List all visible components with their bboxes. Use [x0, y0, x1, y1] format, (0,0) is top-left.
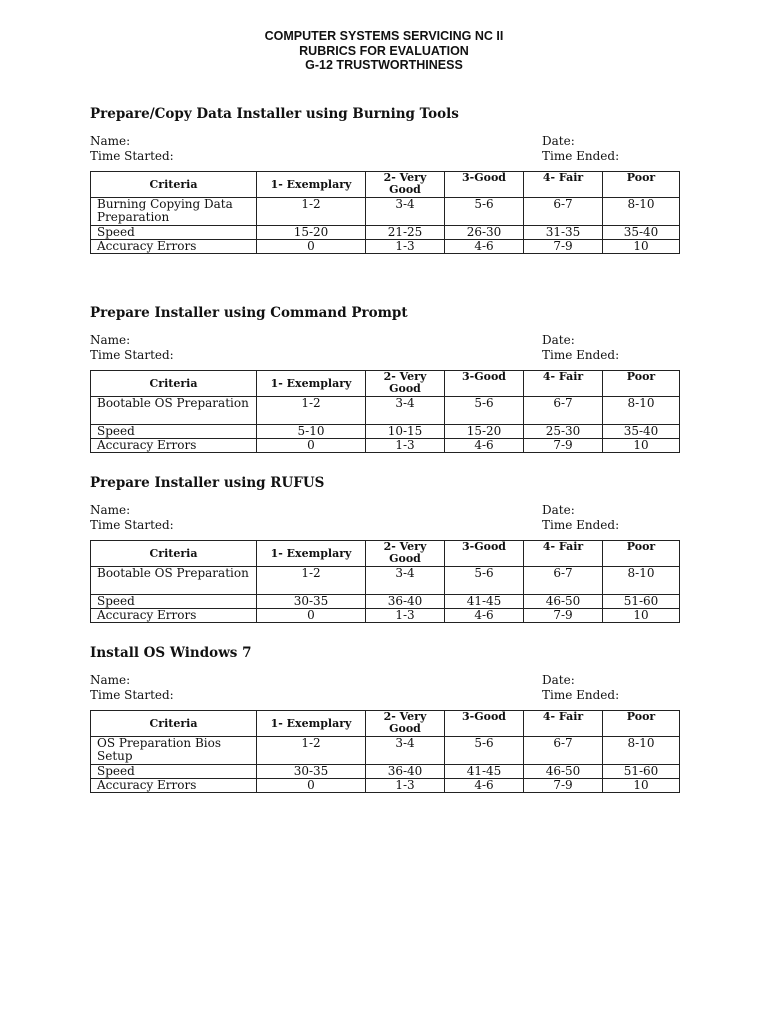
name-date-row	[90, 673, 680, 688]
score-cell: 36-40	[366, 765, 445, 779]
rubric-table	[90, 710, 680, 793]
criteria-cell: Speed	[91, 765, 257, 779]
score-cell: 8-10	[603, 397, 680, 425]
time-started-label: Time Started:	[90, 517, 174, 532]
column-header: 3-Good	[445, 541, 524, 567]
rubric-section	[90, 474, 680, 623]
score-cell: 10	[603, 240, 680, 254]
score-cell: 6-7	[524, 567, 603, 595]
time-ended-label: Time Ended:	[542, 148, 620, 163]
score-cell: 41-45	[445, 595, 524, 609]
column-header: Poor	[603, 172, 680, 198]
date-label: Date:	[542, 673, 575, 687]
score-cell: 7-9	[524, 240, 603, 254]
score-cell: 7-9	[524, 609, 603, 623]
column-header: 3-Good	[445, 711, 524, 737]
date-label: Date:	[542, 333, 575, 347]
score-cell: 5-10	[257, 425, 366, 439]
score-cell: 3-4	[366, 567, 445, 595]
score-cell: 0	[257, 609, 366, 623]
criteria-cell: Accuracy Errors	[91, 439, 257, 453]
column-header: 4- Fair	[524, 371, 603, 397]
time-ended-label: Time Ended:	[542, 517, 620, 532]
score-cell: 15-20	[445, 425, 524, 439]
score-cell: 0	[257, 439, 366, 453]
column-header: 4- Fair	[524, 711, 603, 737]
section-title: Prepare Installer using Command Prompt	[90, 305, 408, 321]
name-label: Name:	[90, 134, 131, 148]
score-cell: 6-7	[524, 198, 603, 226]
score-cell: 1-3	[366, 609, 445, 623]
score-cell: 1-2	[257, 737, 366, 765]
column-header: 2- Very Good	[366, 541, 445, 567]
table-header-row	[91, 172, 680, 198]
score-cell: 30-35	[257, 765, 366, 779]
column-header: Criteria	[91, 711, 257, 737]
score-cell: 46-50	[524, 765, 603, 779]
criteria-cell: Bootable OS Preparation	[91, 397, 257, 425]
table-row	[91, 240, 680, 254]
score-cell: 1-3	[366, 779, 445, 793]
table-header-row	[91, 711, 680, 737]
time-started-label: Time Started:	[90, 347, 174, 362]
section-title: Prepare Installer using RUFUS	[90, 475, 325, 491]
table-row	[91, 439, 680, 453]
section-title: Prepare/Copy Data Installer using Burning Tools	[90, 106, 459, 122]
score-cell: 5-6	[445, 567, 524, 595]
column-header: 2- Very Good	[366, 371, 445, 397]
time-row	[90, 348, 680, 363]
score-cell: 5-6	[445, 737, 524, 765]
score-cell: 15-20	[257, 226, 366, 240]
score-cell: 4-6	[445, 439, 524, 453]
section-title: Install OS Windows 7	[90, 645, 252, 661]
criteria-cell: Accuracy Errors	[91, 240, 257, 254]
column-header: 2- Very Good	[366, 172, 445, 198]
score-cell: 10	[603, 439, 680, 453]
rubric-section	[90, 105, 680, 254]
time-ended-label: Time Ended:	[542, 347, 620, 362]
column-header: Criteria	[91, 371, 257, 397]
column-header: 3-Good	[445, 371, 524, 397]
column-header: Criteria	[91, 541, 257, 567]
score-cell: 3-4	[366, 198, 445, 226]
rubric-table	[90, 370, 680, 453]
table-row	[91, 779, 680, 793]
score-cell: 8-10	[603, 567, 680, 595]
rubric-table	[90, 171, 680, 254]
time-row	[90, 149, 680, 164]
name-date-row	[90, 503, 680, 518]
column-header: Criteria	[91, 172, 257, 198]
date-label: Date:	[542, 134, 575, 148]
table-row	[91, 397, 680, 425]
column-header: Poor	[603, 711, 680, 737]
score-cell: 1-2	[257, 567, 366, 595]
document-header	[0, 29, 768, 73]
time-started-label: Time Started:	[90, 148, 174, 163]
time-row	[90, 518, 680, 533]
table-row	[91, 567, 680, 595]
column-header: 1- Exemplary	[257, 711, 366, 737]
name-date-row	[90, 134, 680, 149]
score-cell: 0	[257, 779, 366, 793]
score-cell: 4-6	[445, 779, 524, 793]
column-header: 4- Fair	[524, 541, 603, 567]
table-row	[91, 226, 680, 240]
criteria-cell: Speed	[91, 595, 257, 609]
rubric-section	[90, 304, 680, 453]
criteria-cell: Accuracy Errors	[91, 779, 257, 793]
score-cell: 1-3	[366, 439, 445, 453]
score-cell: 5-6	[445, 198, 524, 226]
score-cell: 0	[257, 240, 366, 254]
criteria-cell: Speed	[91, 226, 257, 240]
name-label: Name:	[90, 673, 131, 687]
header-line-2: RUBRICS FOR EVALUATION	[299, 43, 469, 58]
score-cell: 31-35	[524, 226, 603, 240]
score-cell: 46-50	[524, 595, 603, 609]
score-cell: 1-2	[257, 198, 366, 226]
score-cell: 6-7	[524, 737, 603, 765]
header-line-3: G-12 TRUSTWORTHINESS	[305, 58, 463, 72]
score-cell: 3-4	[366, 397, 445, 425]
time-ended-label: Time Ended:	[542, 687, 620, 702]
criteria-cell: Burning Copying Data Preparation	[91, 198, 257, 226]
criteria-cell: Accuracy Errors	[91, 609, 257, 623]
score-cell: 25-30	[524, 425, 603, 439]
score-cell: 1-3	[366, 240, 445, 254]
score-cell: 3-4	[366, 737, 445, 765]
score-cell: 10-15	[366, 425, 445, 439]
name-label: Name:	[90, 503, 131, 517]
score-cell: 8-10	[603, 198, 680, 226]
name-label: Name:	[90, 333, 131, 347]
score-cell: 41-45	[445, 765, 524, 779]
column-header: 1- Exemplary	[257, 541, 366, 567]
score-cell: 4-6	[445, 609, 524, 623]
rubric-section	[90, 644, 680, 793]
table-row	[91, 198, 680, 226]
score-cell: 26-30	[445, 226, 524, 240]
score-cell: 35-40	[603, 226, 680, 240]
table-row	[91, 609, 680, 623]
score-cell: 10	[603, 609, 680, 623]
date-label: Date:	[542, 503, 575, 517]
score-cell: 51-60	[603, 595, 680, 609]
score-cell: 10	[603, 779, 680, 793]
score-cell: 35-40	[603, 425, 680, 439]
criteria-cell: Speed	[91, 425, 257, 439]
column-header: Poor	[603, 371, 680, 397]
header-line-1: COMPUTER SYSTEMS SERVICING NC II	[264, 29, 504, 43]
score-cell: 6-7	[524, 397, 603, 425]
score-cell: 21-25	[366, 226, 445, 240]
table-header-row	[91, 541, 680, 567]
column-header: 3-Good	[445, 172, 524, 198]
table-row	[91, 765, 680, 779]
score-cell: 8-10	[603, 737, 680, 765]
column-header: 4- Fair	[524, 172, 603, 198]
column-header: 2- Very Good	[366, 711, 445, 737]
score-cell: 7-9	[524, 779, 603, 793]
column-header: 1- Exemplary	[257, 172, 366, 198]
score-cell: 4-6	[445, 240, 524, 254]
name-date-row	[90, 333, 680, 348]
table-header-row	[91, 371, 680, 397]
column-header: Poor	[603, 541, 680, 567]
score-cell: 51-60	[603, 765, 680, 779]
criteria-cell: OS Preparation Bios Setup	[91, 737, 257, 765]
time-started-label: Time Started:	[90, 687, 174, 702]
score-cell: 30-35	[257, 595, 366, 609]
table-row	[91, 595, 680, 609]
score-cell: 7-9	[524, 439, 603, 453]
score-cell: 36-40	[366, 595, 445, 609]
table-row	[91, 425, 680, 439]
column-header: 1- Exemplary	[257, 371, 366, 397]
score-cell: 1-2	[257, 397, 366, 425]
time-row	[90, 688, 680, 703]
score-cell: 5-6	[445, 397, 524, 425]
rubric-table	[90, 540, 680, 623]
criteria-cell: Bootable OS Preparation	[91, 567, 257, 595]
table-row	[91, 737, 680, 765]
